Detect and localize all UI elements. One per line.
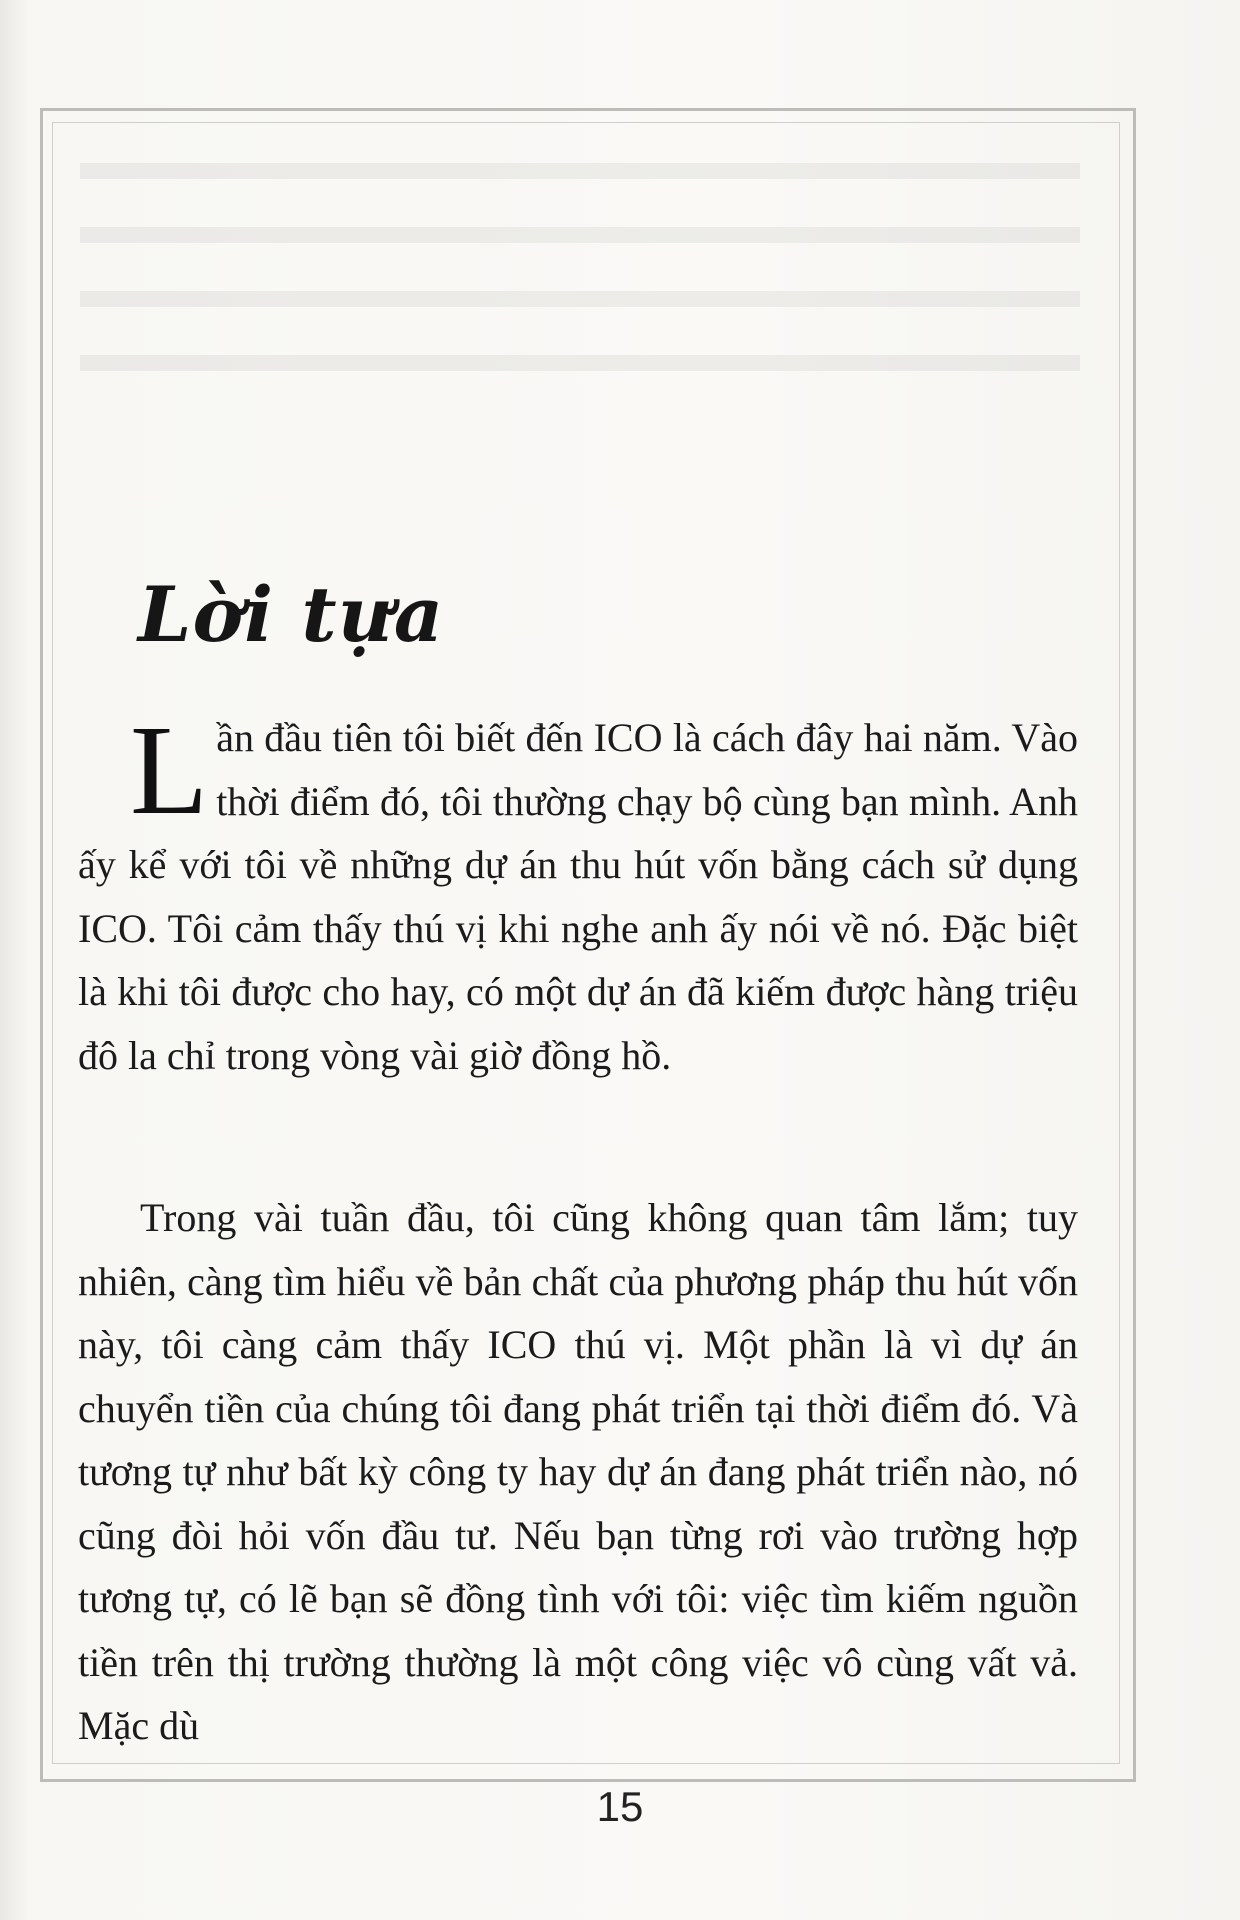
paragraph-second: Trong vài tuần đầu, tôi cũng không quan tâm lắm; tuy nhiên, càng tìm hiểu về bản chất của phương pháp thu hút vốn này, tôi càng cảm thấy ICO thú vị. Một phần là vì dự án chuyển tiền của chúng tôi đang phát triển tại thời điểm đó. Và tương tự như bất kỳ công ty hay dự án đang phát triển nào, nó cũng đòi hỏi vốn đầu tư. Nếu bạn từng rơi vào trường hợp tương tự, có lẽ bạn sẽ đồng tình với tôi: việc tìm kiếm nguồn tiền trên thị trường thường là một công việc vô cùng vất vả. Mặc dù bbox=[78, 1195, 1078, 1748]
drop-cap: L bbox=[130, 699, 209, 841]
page-number: 15 bbox=[596, 1783, 644, 1830]
paragraph-first bbox=[78, 699, 1078, 1087]
chapter-title: Lời tựa bbox=[138, 570, 445, 659]
paragraph-first-text: ần đầu tiên tôi biết đến ICO là cách đây hai năm. Vào thời điểm đó, tôi thường chạy bộ cùng bạn mình. Anh ấy kể với tôi về những dự án thu hút vốn bằng cách sử dụng ICO. Tôi cảm thấy thú vị khi nghe anh ấy nói về nó. Đặc biệt là khi tôi được cho hay, có một dự án đã kiếm được hàng triệu đô la chỉ trong vòng vài giờ đồng hồ. bbox=[78, 715, 1078, 1078]
